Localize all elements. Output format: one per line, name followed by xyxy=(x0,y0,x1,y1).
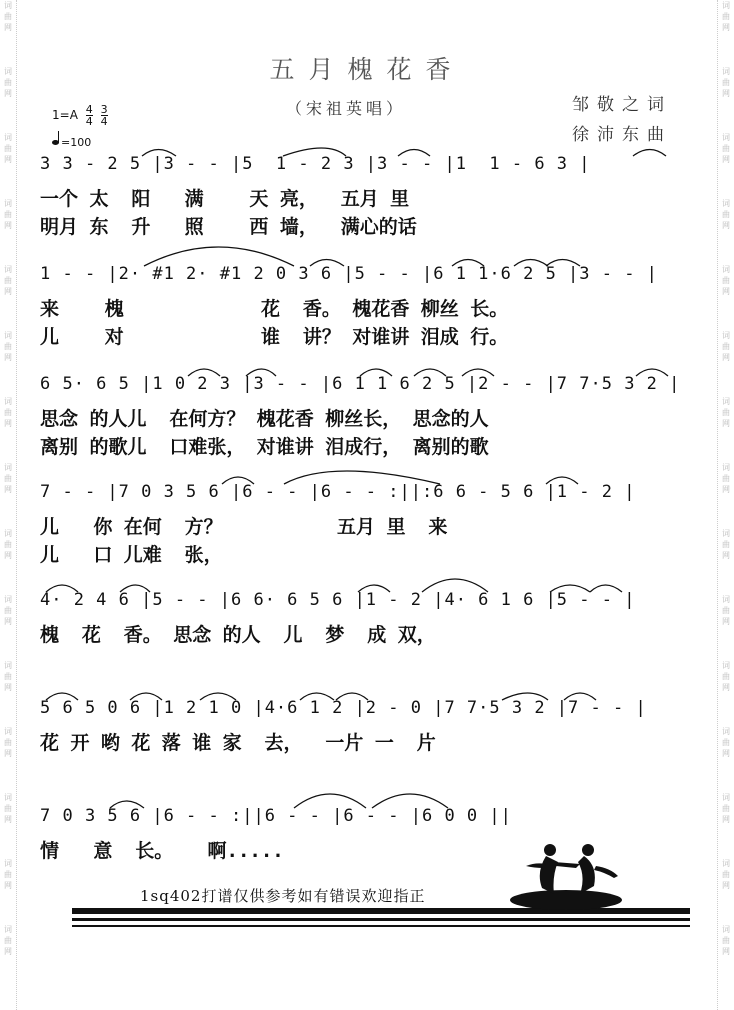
watermark-char: 词 xyxy=(722,793,730,802)
watermark-char: 曲 xyxy=(4,738,12,747)
watermark-char: 词 xyxy=(722,265,730,274)
watermark-char: 网 xyxy=(722,221,730,230)
notation-line: 3 3 - 2 5 |3 - - |5 1 - 2 3 |3 - - |1 1 - 6 3 | xyxy=(40,154,591,174)
lyric-line: 明月 东 升 照 西 墙， 满心的话 xyxy=(40,216,417,238)
watermark-char: 词 xyxy=(722,397,730,406)
lyricist-credit: 邹敬之词 xyxy=(572,95,672,115)
watermark-char: 曲 xyxy=(4,408,12,417)
notation-line: 4· 2 4 6 |5 - - |6 6· 6 5 6 |1 - 2 |4· 6 1 6 |5 - - | xyxy=(40,590,636,610)
notation-line: 7 0 3 5 6 |6 - - :||6 - - |6 - - |6 0 0 || xyxy=(40,806,512,826)
notation-line: 5 6 5 0 6 |1 2 1 0 |4·6 1 2 |2 - 0 |7 7·5 3 2 |7 - - | xyxy=(40,698,647,718)
composer-credit: 徐沛东曲 xyxy=(572,125,672,145)
lyric-line: 儿 你 在何 方？ 五月 里 来 xyxy=(40,516,448,538)
singer-credit: （宋祖英唱） xyxy=(286,99,407,118)
lyric-line: 情 意 长。 啊..... xyxy=(40,840,284,862)
watermark-char: 词 xyxy=(722,529,730,538)
watermark-char: 词 xyxy=(4,463,12,472)
watermark-char: 曲 xyxy=(722,870,730,879)
watermark-char: 网 xyxy=(4,947,12,956)
footer-note: 1sq402打谱仅供参考如有错误欢迎指正 xyxy=(140,887,426,905)
footer-rule-thin xyxy=(72,925,690,927)
watermark-char: 词 xyxy=(722,661,730,670)
watermark-char: 词 xyxy=(4,67,12,76)
watermark-char: 词 xyxy=(4,661,12,670)
watermark-char: 词 xyxy=(722,463,730,472)
watermark-char: 曲 xyxy=(722,738,730,747)
watermark-char: 网 xyxy=(722,551,730,560)
watermark-char: 网 xyxy=(722,947,730,956)
watermark-char: 词 xyxy=(4,199,12,208)
notation-line: 7 - - |7 0 3 5 6 |6 - - |6 - - :||:6 6 - 5 6 |1 - 2 | xyxy=(40,482,636,502)
watermark-char: 词 xyxy=(4,859,12,868)
watermark-char: 词 xyxy=(722,727,730,736)
watermark-char: 曲 xyxy=(722,804,730,813)
watermark-char: 网 xyxy=(722,881,730,890)
watermark-char: 网 xyxy=(4,617,12,626)
notation-line: 6 5· 6 5 |1 0 2 3 |3 - - |6 1 1 6 2 5 |2 - - |7 7·5 3 2 | xyxy=(40,374,681,394)
watermark-char: 词 xyxy=(722,1,730,10)
watermark-char: 词 xyxy=(4,397,12,406)
watermark-char: 曲 xyxy=(722,474,730,483)
watermark-char: 曲 xyxy=(4,804,12,813)
lyric-line: 一个 太 阳 满 天 亮， 五月 里 xyxy=(40,188,410,210)
watermark-char: 网 xyxy=(722,419,730,428)
lyric-line: 槐 花 香。 思念 的人 儿 梦 成 双， xyxy=(40,624,436,646)
watermark-char: 网 xyxy=(4,221,12,230)
watermark-char: 网 xyxy=(722,617,730,626)
watermark-char: 曲 xyxy=(722,672,730,681)
song-title: 五月槐花香 xyxy=(269,55,465,84)
watermark-char: 曲 xyxy=(722,210,730,219)
watermark-char: 曲 xyxy=(722,408,730,417)
watermark-char: 曲 xyxy=(4,12,12,21)
watermark-char: 词 xyxy=(4,133,12,142)
watermark-char: 网 xyxy=(722,287,730,296)
watermark-char: 网 xyxy=(4,89,12,98)
watermark-char: 曲 xyxy=(4,276,12,285)
watermark-char: 网 xyxy=(722,353,730,362)
watermark-char: 网 xyxy=(722,749,730,758)
footer-rule-mid xyxy=(72,918,690,921)
watermark-char: 网 xyxy=(722,683,730,692)
tempo-value: =100 xyxy=(61,136,92,149)
watermark-char: 曲 xyxy=(4,78,12,87)
watermark-char: 词 xyxy=(722,595,730,604)
watermark-char: 曲 xyxy=(4,606,12,615)
time-signature-b: $\frac{3}{4}$ xyxy=(100,103,108,128)
watermark-char: 网 xyxy=(722,815,730,824)
watermark-char: 曲 xyxy=(4,474,12,483)
watermark-char: 曲 xyxy=(722,936,730,945)
watermark-char: 词 xyxy=(722,199,730,208)
lyric-line: 思念 的人儿 在何方？ 槐花香 柳丝长， 思念的人 xyxy=(40,408,489,430)
watermark-char: 曲 xyxy=(722,342,730,351)
watermark-char: 词 xyxy=(4,793,12,802)
watermark-char: 曲 xyxy=(4,672,12,681)
watermark-char: 词 xyxy=(722,67,730,76)
watermark-char: 词 xyxy=(4,331,12,340)
watermark-char: 曲 xyxy=(722,144,730,153)
watermark-char: 词 xyxy=(4,925,12,934)
watermark-char: 网 xyxy=(4,419,12,428)
watermark-char: 网 xyxy=(722,485,730,494)
watermark-char: 网 xyxy=(722,23,730,32)
watermark-char: 网 xyxy=(4,353,12,362)
watermark-char: 网 xyxy=(722,155,730,164)
watermark-char: 网 xyxy=(4,881,12,890)
watermark-char: 词 xyxy=(4,1,12,10)
watermark-char: 词 xyxy=(4,529,12,538)
watermark-char: 曲 xyxy=(4,342,12,351)
watermark-char: 词 xyxy=(722,331,730,340)
watermark-char: 网 xyxy=(4,551,12,560)
watermark-char: 曲 xyxy=(722,276,730,285)
key-label: 1=A xyxy=(52,108,78,122)
lyric-line: 儿 口 儿难 张， xyxy=(40,544,223,566)
lyric-line: 儿 对 谁 讲？ 对谁讲 泪成 行。 xyxy=(40,326,509,348)
watermark-char: 网 xyxy=(4,287,12,296)
watermark-char: 曲 xyxy=(4,936,12,945)
watermark-char: 词 xyxy=(722,133,730,142)
watermark-char: 曲 xyxy=(4,870,12,879)
dancers-illustration xyxy=(506,836,626,916)
lyric-line: 来 槐 花 香。 槐花香 柳丝 长。 xyxy=(40,298,509,320)
notation-line: 1 - - |2· #1 2· #1 2 0 3 6 |5 - - |6 1 1·6 2 5 |3 - - | xyxy=(40,264,658,284)
watermark-char: 词 xyxy=(4,595,12,604)
watermark-char: 曲 xyxy=(4,540,12,549)
lyric-line: 花 开 哟 花 落 谁 家 去， 一片 一 片 xyxy=(40,732,436,754)
watermark-char: 曲 xyxy=(722,606,730,615)
watermark-char: 网 xyxy=(4,23,12,32)
watermark-char: 网 xyxy=(4,155,12,164)
watermark-char: 网 xyxy=(4,749,12,758)
watermark-char: 网 xyxy=(722,89,730,98)
watermark-char: 曲 xyxy=(722,540,730,549)
watermark-char: 网 xyxy=(4,815,12,824)
watermark-char: 曲 xyxy=(4,144,12,153)
watermark-char: 词 xyxy=(722,859,730,868)
watermark-char: 词 xyxy=(4,727,12,736)
watermark-char: 网 xyxy=(4,683,12,692)
watermark-char: 曲 xyxy=(4,210,12,219)
watermark-char: 词 xyxy=(722,925,730,934)
lyric-line: 离别 的歌儿 口难张， 对谁讲 泪成行， 离别的歌 xyxy=(40,436,489,458)
watermark-char: 曲 xyxy=(722,78,730,87)
watermark-char: 网 xyxy=(4,485,12,494)
time-signature-a: $\frac{4}{4}$ xyxy=(85,103,93,128)
watermark-char: 曲 xyxy=(722,12,730,21)
watermark-char: 词 xyxy=(4,265,12,274)
